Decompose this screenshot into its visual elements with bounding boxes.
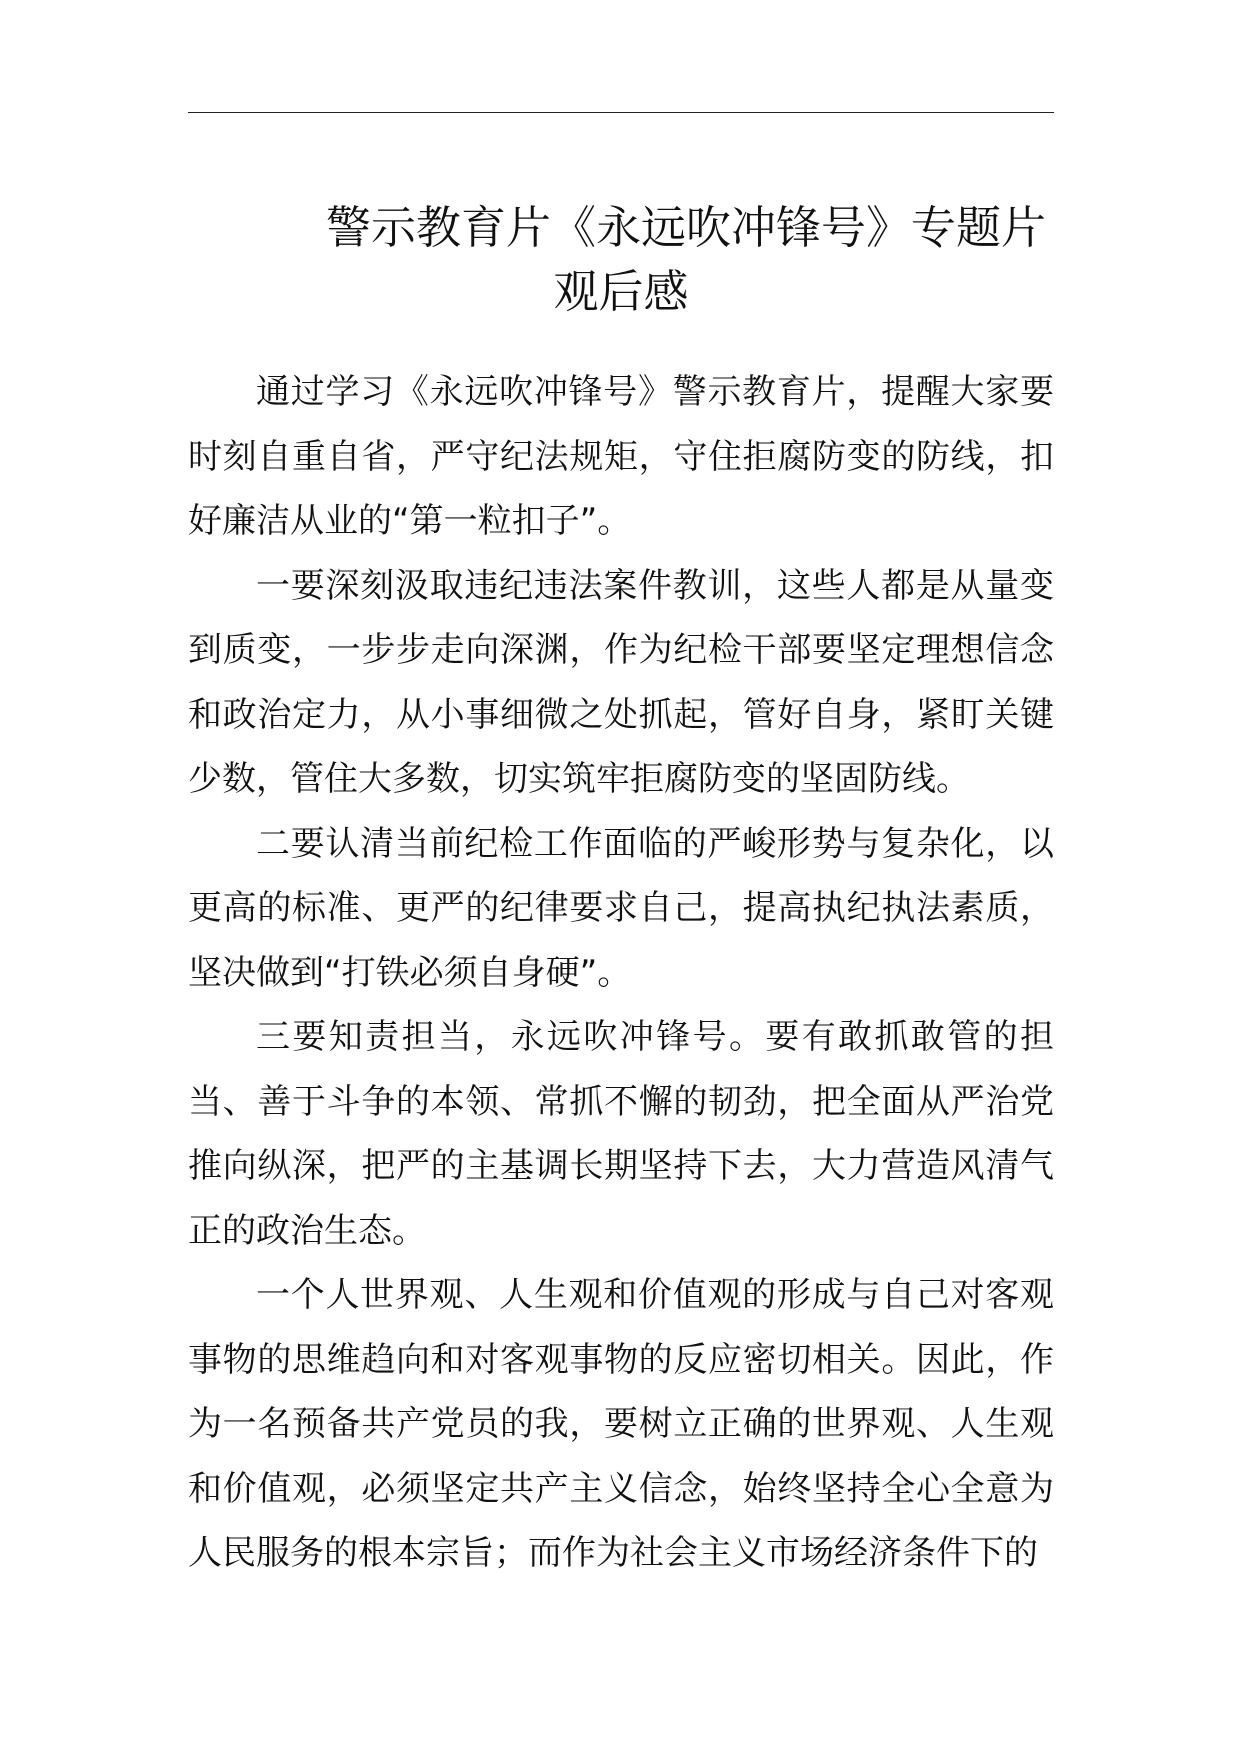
paragraph-3: 二要认清当前纪检工作面临的严峻形势与复杂化，以更高的标准、更严的纪律要求自己，提高执纪执法素质，坚决做到“打铁必须自身硬”。 xyxy=(188,823,1054,993)
paragraph-2: 一要深刻汲取违纪违法案件教训，这些人都是从量变到质变，一步步走向深渊，作为纪检干部要坚定理想信念和政治定力，从小事细微之处抓起，管好自身，紧盯关键少数，管住大多数，切实筑牢拒腐防变的坚固防线。 xyxy=(188,565,1054,799)
document-title xyxy=(188,196,1054,324)
document-body xyxy=(188,360,1054,1586)
paragraph-1: 通过学习《永远吹冲锋号》警示教育片，提醒大家要时刻自重自省，严守纪法规矩，守住拒腐防变的防线，扣好廉洁从业的“第一粒扣子”。 xyxy=(188,372,1054,541)
paragraph-4: 三要知责担当，永远吹冲锋号。要有敢抓敢管的担当、善于斗争的本领、常抓不懈的韧劲，把全面从严治党推向纵深，把严的主基调长期坚持下去，大力营造风清气正的政治生态。 xyxy=(188,1017,1054,1251)
title-line-1: 警示教育片《永远吹冲锋号》专题片 xyxy=(325,201,1046,254)
title-line-2: 观后感 xyxy=(553,265,689,318)
header-rule xyxy=(188,112,1054,113)
paragraph-5: 一个人世界观、人生观和价值观的形成与自己对客观事物的思维趋向和对客观事物的反应密切相关。因此，作为一名预备共产党员的我，要树立正确的世界观、人生观和价值观，必须坚定共产主义信念，始终坚持全心全意为人民服务的根本宗旨；而作为社会主义市场经济条件下的 xyxy=(188,1275,1054,1573)
